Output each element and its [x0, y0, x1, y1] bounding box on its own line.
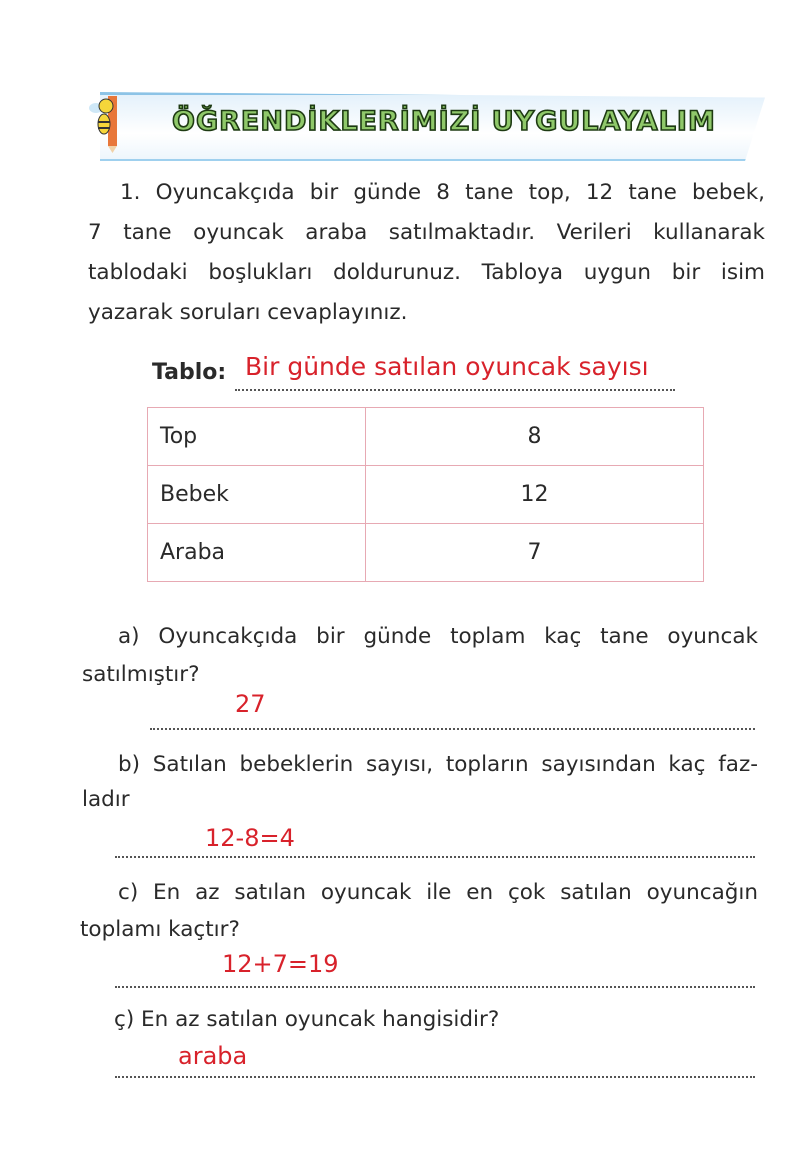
- answer-a: 27: [235, 690, 266, 718]
- question-line: 1. Oyuncakçıda bir günde 8 tane top, 12 tane bebek,: [120, 180, 765, 205]
- subquestion-cc: ç) En az satılan oyuncak hangisidir?: [114, 1007, 500, 1032]
- answer-line-cc: [115, 1076, 755, 1078]
- table-row: [148, 466, 704, 524]
- answer-c: 12+7=19: [222, 950, 339, 978]
- subquestion-c-cont: toplamı kaçtır?: [80, 917, 240, 942]
- subquestion-a: a) Oyuncakçıda bir günde toplam kaç tane oyuncak: [118, 624, 758, 649]
- question-line: 7 tane oyuncak araba satılmaktadır. Verileri kullanarak: [88, 220, 765, 245]
- answer-line-c: [115, 986, 755, 988]
- count-cell: 8: [366, 408, 704, 466]
- subquestion-b: b) Satılan bebeklerin sayısı, topların sayısından kaç faz-: [118, 752, 758, 777]
- bee-with-pencil-icon: [88, 90, 128, 154]
- answer-cc: araba: [178, 1042, 248, 1070]
- data-table: [147, 407, 704, 582]
- answer-line-b: [115, 856, 755, 858]
- item-cell: Top: [148, 408, 366, 466]
- table-title-answer: Bir günde satılan oyuncak sayısı: [245, 352, 649, 381]
- title-answer-line: [235, 389, 675, 391]
- table-row: [148, 408, 704, 466]
- item-cell: Bebek: [148, 466, 366, 524]
- table-label: Tablo:: [152, 360, 227, 385]
- subquestion-c: c) En az satılan oyuncak ile en çok satılan oyuncağın: [118, 880, 758, 905]
- count-cell: 7: [366, 524, 704, 582]
- subquestion-a-cont: satılmıştır?: [82, 662, 200, 687]
- answer-line-a: [150, 728, 755, 730]
- item-cell: Araba: [148, 524, 366, 582]
- table-row: [148, 524, 704, 582]
- question-line: yazarak soruları cevaplayınız.: [88, 300, 408, 325]
- banner-title: ÖĞRENDİKLERİMİZİ UYGULAYALIM: [172, 106, 716, 137]
- answer-b: 12-8=4: [205, 824, 295, 852]
- subquestion-b-cont: ladır: [82, 787, 130, 812]
- count-cell: 12: [366, 466, 704, 524]
- question-line: tablodaki boşlukları doldurunuz. Tabloya uygun bir isim: [88, 260, 765, 285]
